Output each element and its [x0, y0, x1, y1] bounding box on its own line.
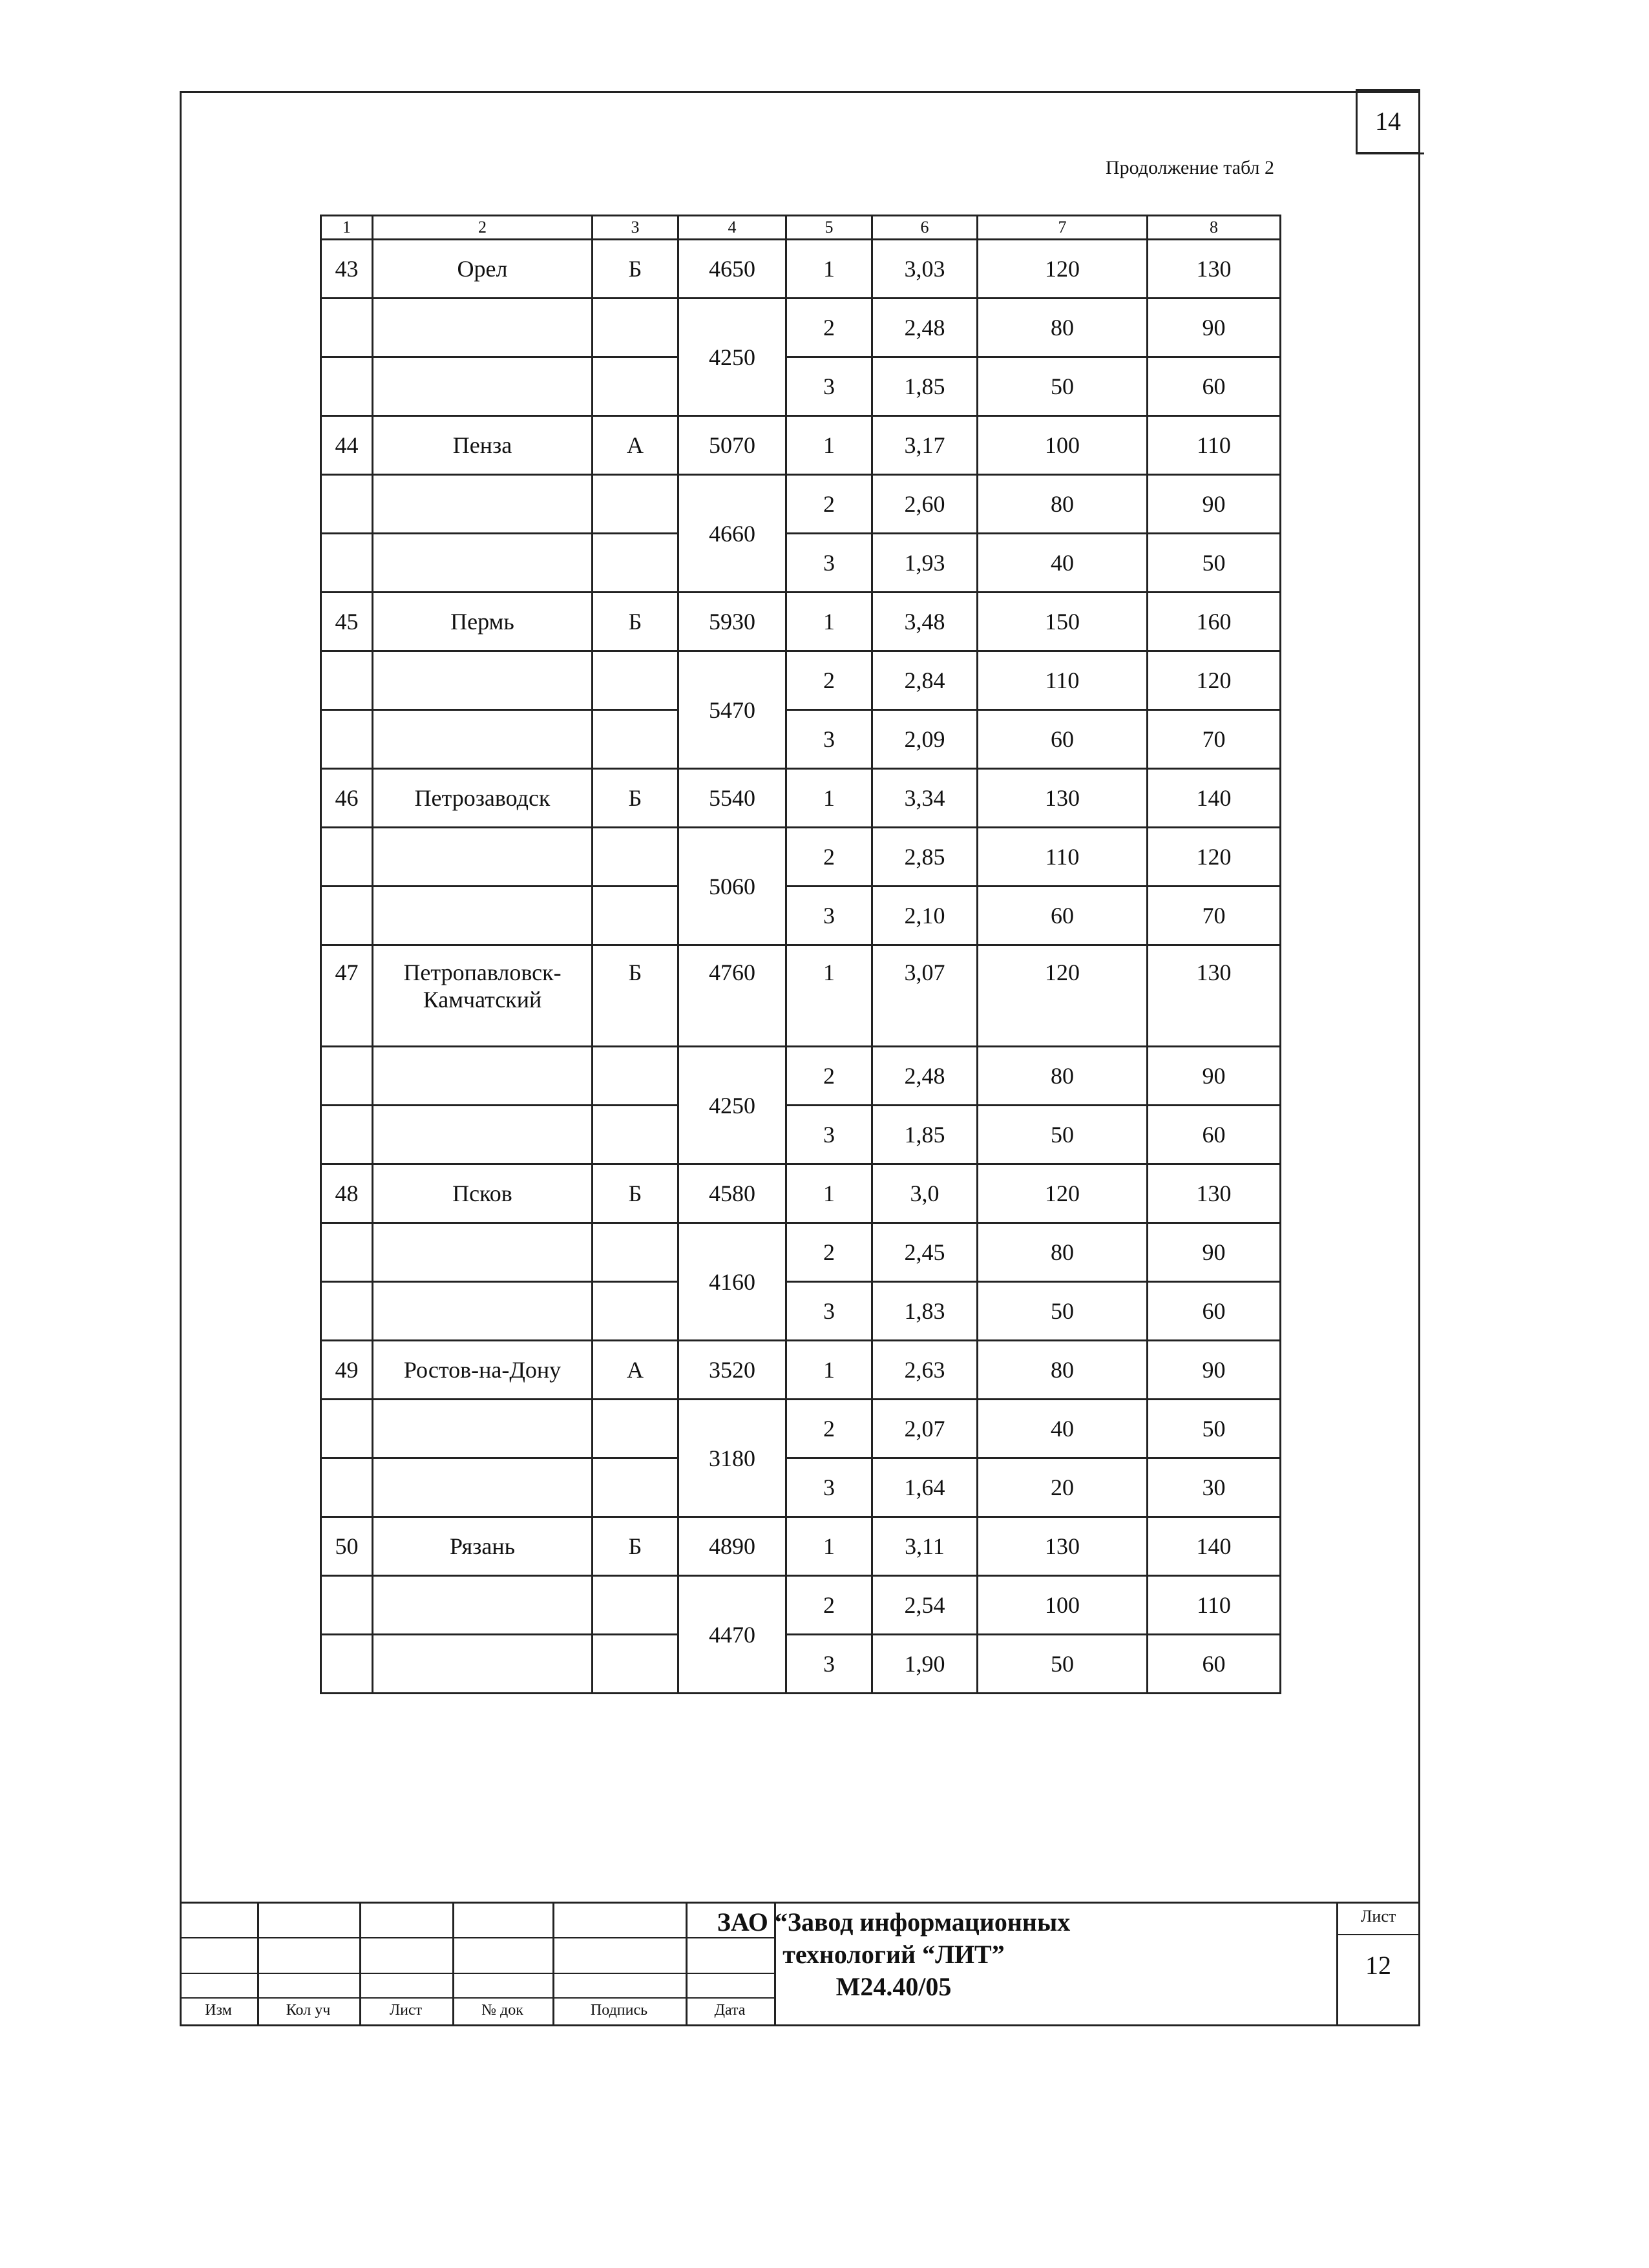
row-number: 49: [321, 1341, 373, 1400]
row-number: 48: [321, 1164, 373, 1223]
value-cell: 1,64: [872, 1458, 978, 1517]
empty-cell: [321, 1282, 373, 1341]
empty-cell: [373, 1576, 593, 1635]
empty-cell: [593, 1635, 678, 1694]
value-cell: 2: [786, 1223, 872, 1282]
empty-cell: [373, 534, 593, 593]
page-box-divider: [1356, 152, 1424, 154]
city-name: Петрозаводск: [373, 769, 593, 828]
table-row: [321, 1223, 1281, 1282]
value-cell: 3: [786, 1635, 872, 1694]
value-col4: 4760: [678, 945, 786, 1047]
value-cell: 2: [786, 828, 872, 887]
empty-cell: [321, 299, 373, 357]
value-cell: 130: [1148, 945, 1281, 1047]
value-cell: 2,63: [872, 1341, 978, 1400]
value-cell: 1,93: [872, 534, 978, 593]
value-cell: 50: [978, 1282, 1148, 1341]
table-row: [321, 1400, 1281, 1458]
table-row: [321, 828, 1281, 887]
empty-cell: [373, 1400, 593, 1458]
title-block-rule: [1336, 1934, 1420, 1935]
value-cell: 50: [978, 1106, 1148, 1164]
value-cell: 3: [786, 1458, 872, 1517]
value-cell: 2: [786, 1576, 872, 1635]
document-code: М24.40/05: [835, 1972, 952, 2001]
value-col4: 4160: [678, 1223, 786, 1341]
value-cell: 100: [978, 1576, 1148, 1635]
city-name: Петропавловск-Камчатский: [373, 945, 593, 1047]
value-cell: 80: [978, 299, 1148, 357]
value-cell: 50: [1148, 534, 1281, 593]
empty-cell: [373, 1047, 593, 1106]
empty-cell: [321, 1400, 373, 1458]
title-block-caption: Изм: [205, 2002, 232, 2019]
value-cell: 60: [1148, 1106, 1281, 1164]
empty-cell: [321, 651, 373, 710]
value-cell: 1: [786, 240, 872, 299]
empty-cell: [593, 357, 678, 416]
table-row: [321, 887, 1281, 945]
value-cell: 50: [978, 1635, 1148, 1694]
category: Б: [593, 593, 678, 651]
value-cell: 90: [1148, 475, 1281, 534]
empty-cell: [593, 1458, 678, 1517]
value-cell: 120: [978, 1164, 1148, 1223]
data-table: [320, 215, 1281, 1694]
value-col4: 4650: [678, 240, 786, 299]
value-cell: 1: [786, 1517, 872, 1576]
value-cell: 70: [1148, 710, 1281, 769]
header-row: [321, 216, 1281, 240]
category: Б: [593, 769, 678, 828]
empty-cell: [321, 1458, 373, 1517]
value-cell: 70: [1148, 887, 1281, 945]
title-block-border: [180, 1902, 1420, 1904]
row-number: 46: [321, 769, 373, 828]
city-name: Псков: [373, 1164, 593, 1223]
row-number: 50: [321, 1517, 373, 1576]
value-cell: 90: [1148, 299, 1281, 357]
empty-cell: [321, 475, 373, 534]
category: Б: [593, 1164, 678, 1223]
title-block-caption: Дата: [714, 2002, 746, 2019]
value-cell: 130: [1148, 240, 1281, 299]
value-cell: 3,0: [872, 1164, 978, 1223]
value-cell: 1,90: [872, 1635, 978, 1694]
value-cell: 120: [1148, 828, 1281, 887]
empty-cell: [373, 1223, 593, 1282]
empty-cell: [373, 1282, 593, 1341]
value-cell: 2,10: [872, 887, 978, 945]
empty-cell: [593, 1576, 678, 1635]
table-row: [321, 1106, 1281, 1164]
value-cell: 1,85: [872, 1106, 978, 1164]
column-header: 8: [1148, 216, 1281, 240]
table-row: [321, 357, 1281, 416]
value-col4: 3520: [678, 1341, 786, 1400]
value-cell: 2,48: [872, 1047, 978, 1106]
empty-cell: [321, 828, 373, 887]
empty-cell: [373, 475, 593, 534]
table-row: [321, 1517, 1281, 1576]
value-col4: 4250: [678, 299, 786, 416]
table-row: [321, 416, 1281, 475]
value-col4: 5930: [678, 593, 786, 651]
value-cell: 2: [786, 1047, 872, 1106]
value-cell: 140: [1148, 769, 1281, 828]
empty-cell: [321, 710, 373, 769]
value-cell: 60: [978, 710, 1148, 769]
value-cell: 2,84: [872, 651, 978, 710]
value-cell: 3: [786, 534, 872, 593]
category: А: [593, 1341, 678, 1400]
value-cell: 130: [1148, 1164, 1281, 1223]
column-header: 1: [321, 216, 373, 240]
empty-cell: [321, 1223, 373, 1282]
empty-cell: [593, 1400, 678, 1458]
value-cell: 2,54: [872, 1576, 978, 1635]
empty-cell: [321, 534, 373, 593]
continuation-note: Продолжение табл 2: [1106, 157, 1274, 178]
row-number: 45: [321, 593, 373, 651]
value-cell: 120: [978, 240, 1148, 299]
table-row: [321, 1635, 1281, 1694]
value-cell: 90: [1148, 1223, 1281, 1282]
empty-cell: [593, 1106, 678, 1164]
value-cell: 80: [978, 1341, 1148, 1400]
value-cell: 1,85: [872, 357, 978, 416]
empty-cell: [593, 1223, 678, 1282]
category: Б: [593, 945, 678, 1047]
value-cell: 30: [1148, 1458, 1281, 1517]
value-col4: 4580: [678, 1164, 786, 1223]
city-name: Ростов-на-Дону: [373, 1341, 593, 1400]
value-cell: 130: [978, 769, 1148, 828]
value-cell: 2,48: [872, 299, 978, 357]
empty-cell: [321, 1576, 373, 1635]
row-number: 43: [321, 240, 373, 299]
empty-cell: [321, 357, 373, 416]
empty-cell: [593, 828, 678, 887]
value-cell: 2,85: [872, 828, 978, 887]
table-row: [321, 1282, 1281, 1341]
value-cell: 90: [1148, 1047, 1281, 1106]
value-cell: 3,34: [872, 769, 978, 828]
value-cell: 2,09: [872, 710, 978, 769]
value-cell: 3: [786, 357, 872, 416]
org-line-2: технологий “ЛИТ”: [782, 1940, 1005, 1969]
empty-cell: [593, 710, 678, 769]
table-row: [321, 945, 1281, 1047]
table-row: [321, 475, 1281, 534]
city-name: Рязань: [373, 1517, 593, 1576]
value-cell: 1: [786, 1164, 872, 1223]
empty-cell: [593, 534, 678, 593]
table-row: [321, 710, 1281, 769]
title-block-caption: Кол уч: [286, 2002, 331, 2019]
value-cell: 3,07: [872, 945, 978, 1047]
empty-cell: [593, 299, 678, 357]
value-col4: 5470: [678, 651, 786, 769]
table-row: [321, 1576, 1281, 1635]
value-cell: 40: [978, 534, 1148, 593]
value-cell: 3: [786, 710, 872, 769]
value-cell: 50: [1148, 1400, 1281, 1458]
value-cell: 2: [786, 475, 872, 534]
value-col4: 3180: [678, 1400, 786, 1517]
value-col4: 4470: [678, 1576, 786, 1694]
value-cell: 2,60: [872, 475, 978, 534]
empty-cell: [373, 1458, 593, 1517]
value-cell: 2: [786, 299, 872, 357]
value-cell: 110: [978, 828, 1148, 887]
value-cell: 3: [786, 1282, 872, 1341]
empty-cell: [321, 887, 373, 945]
value-cell: 80: [978, 1047, 1148, 1106]
table-row: [321, 1458, 1281, 1517]
value-cell: 130: [978, 1517, 1148, 1576]
empty-cell: [373, 651, 593, 710]
column-header: 6: [872, 216, 978, 240]
value-cell: 3,03: [872, 240, 978, 299]
empty-cell: [373, 299, 593, 357]
empty-cell: [373, 828, 593, 887]
empty-cell: [373, 357, 593, 416]
empty-cell: [593, 651, 678, 710]
value-col4: 5070: [678, 416, 786, 475]
value-cell: 20: [978, 1458, 1148, 1517]
category: А: [593, 416, 678, 475]
sheet-label: Лист: [1360, 1907, 1396, 1926]
organization-title: [596, 1906, 1191, 2003]
value-col4: 4890: [678, 1517, 786, 1576]
page-number: 14: [1356, 89, 1420, 154]
table-row: [321, 651, 1281, 710]
value-col4: 5060: [678, 828, 786, 945]
value-cell: 3,48: [872, 593, 978, 651]
value-cell: 1,83: [872, 1282, 978, 1341]
value-cell: 1: [786, 593, 872, 651]
value-col4: 4250: [678, 1047, 786, 1164]
value-cell: 100: [978, 416, 1148, 475]
value-cell: 3,11: [872, 1517, 978, 1576]
value-cell: 80: [978, 1223, 1148, 1282]
empty-cell: [321, 1106, 373, 1164]
city-name: Пермь: [373, 593, 593, 651]
empty-cell: [321, 1047, 373, 1106]
table-row: [321, 240, 1281, 299]
value-cell: 2,07: [872, 1400, 978, 1458]
column-header: 5: [786, 216, 872, 240]
value-cell: 90: [1148, 1341, 1281, 1400]
value-cell: 60: [1148, 1282, 1281, 1341]
row-number: 47: [321, 945, 373, 1047]
value-cell: 3,17: [872, 416, 978, 475]
table-row: [321, 299, 1281, 357]
value-cell: 1: [786, 769, 872, 828]
column-header: 7: [978, 216, 1148, 240]
value-col4: 5540: [678, 769, 786, 828]
value-cell: 50: [978, 357, 1148, 416]
value-cell: 60: [1148, 1635, 1281, 1694]
empty-cell: [373, 1635, 593, 1694]
value-cell: 1: [786, 945, 872, 1047]
city-name: Пенза: [373, 416, 593, 475]
value-cell: 40: [978, 1400, 1148, 1458]
empty-cell: [373, 710, 593, 769]
value-cell: 120: [978, 945, 1148, 1047]
column-header: 3: [593, 216, 678, 240]
sheet-number: 12: [1365, 1951, 1391, 1980]
column-header: 2: [373, 216, 593, 240]
value-cell: 110: [978, 651, 1148, 710]
value-cell: 60: [1148, 357, 1281, 416]
table-row: [321, 534, 1281, 593]
value-cell: 1: [786, 416, 872, 475]
title-block-caption: Подпись: [590, 2002, 648, 2019]
value-cell: 110: [1148, 1576, 1281, 1635]
value-cell: 110: [1148, 416, 1281, 475]
table-row: [321, 593, 1281, 651]
value-cell: 120: [1148, 651, 1281, 710]
column-header: 4: [678, 216, 786, 240]
table-row: [321, 1164, 1281, 1223]
value-cell: 1: [786, 1341, 872, 1400]
value-cell: 2: [786, 651, 872, 710]
title-block-caption: Лист: [389, 2002, 423, 2019]
empty-cell: [593, 475, 678, 534]
value-cell: 160: [1148, 593, 1281, 651]
value-cell: 140: [1148, 1517, 1281, 1576]
value-col4: 4660: [678, 475, 786, 593]
value-cell: 2,45: [872, 1223, 978, 1282]
table-row: [321, 769, 1281, 828]
value-cell: 60: [978, 887, 1148, 945]
category: Б: [593, 1517, 678, 1576]
empty-cell: [593, 887, 678, 945]
category: Б: [593, 240, 678, 299]
value-cell: 3: [786, 1106, 872, 1164]
empty-cell: [321, 1635, 373, 1694]
empty-cell: [373, 887, 593, 945]
org-line-1: ЗАО “Завод информационных: [717, 1907, 1071, 1937]
value-cell: 150: [978, 593, 1148, 651]
empty-cell: [373, 1106, 593, 1164]
empty-cell: [593, 1282, 678, 1341]
title-block-caption: № док: [481, 2002, 523, 2019]
value-cell: 3: [786, 887, 872, 945]
row-number: 44: [321, 416, 373, 475]
table-row: [321, 1047, 1281, 1106]
value-cell: 2: [786, 1400, 872, 1458]
table-row: [321, 1341, 1281, 1400]
value-cell: 80: [978, 475, 1148, 534]
city-name: Орел: [373, 240, 593, 299]
empty-cell: [593, 1047, 678, 1106]
